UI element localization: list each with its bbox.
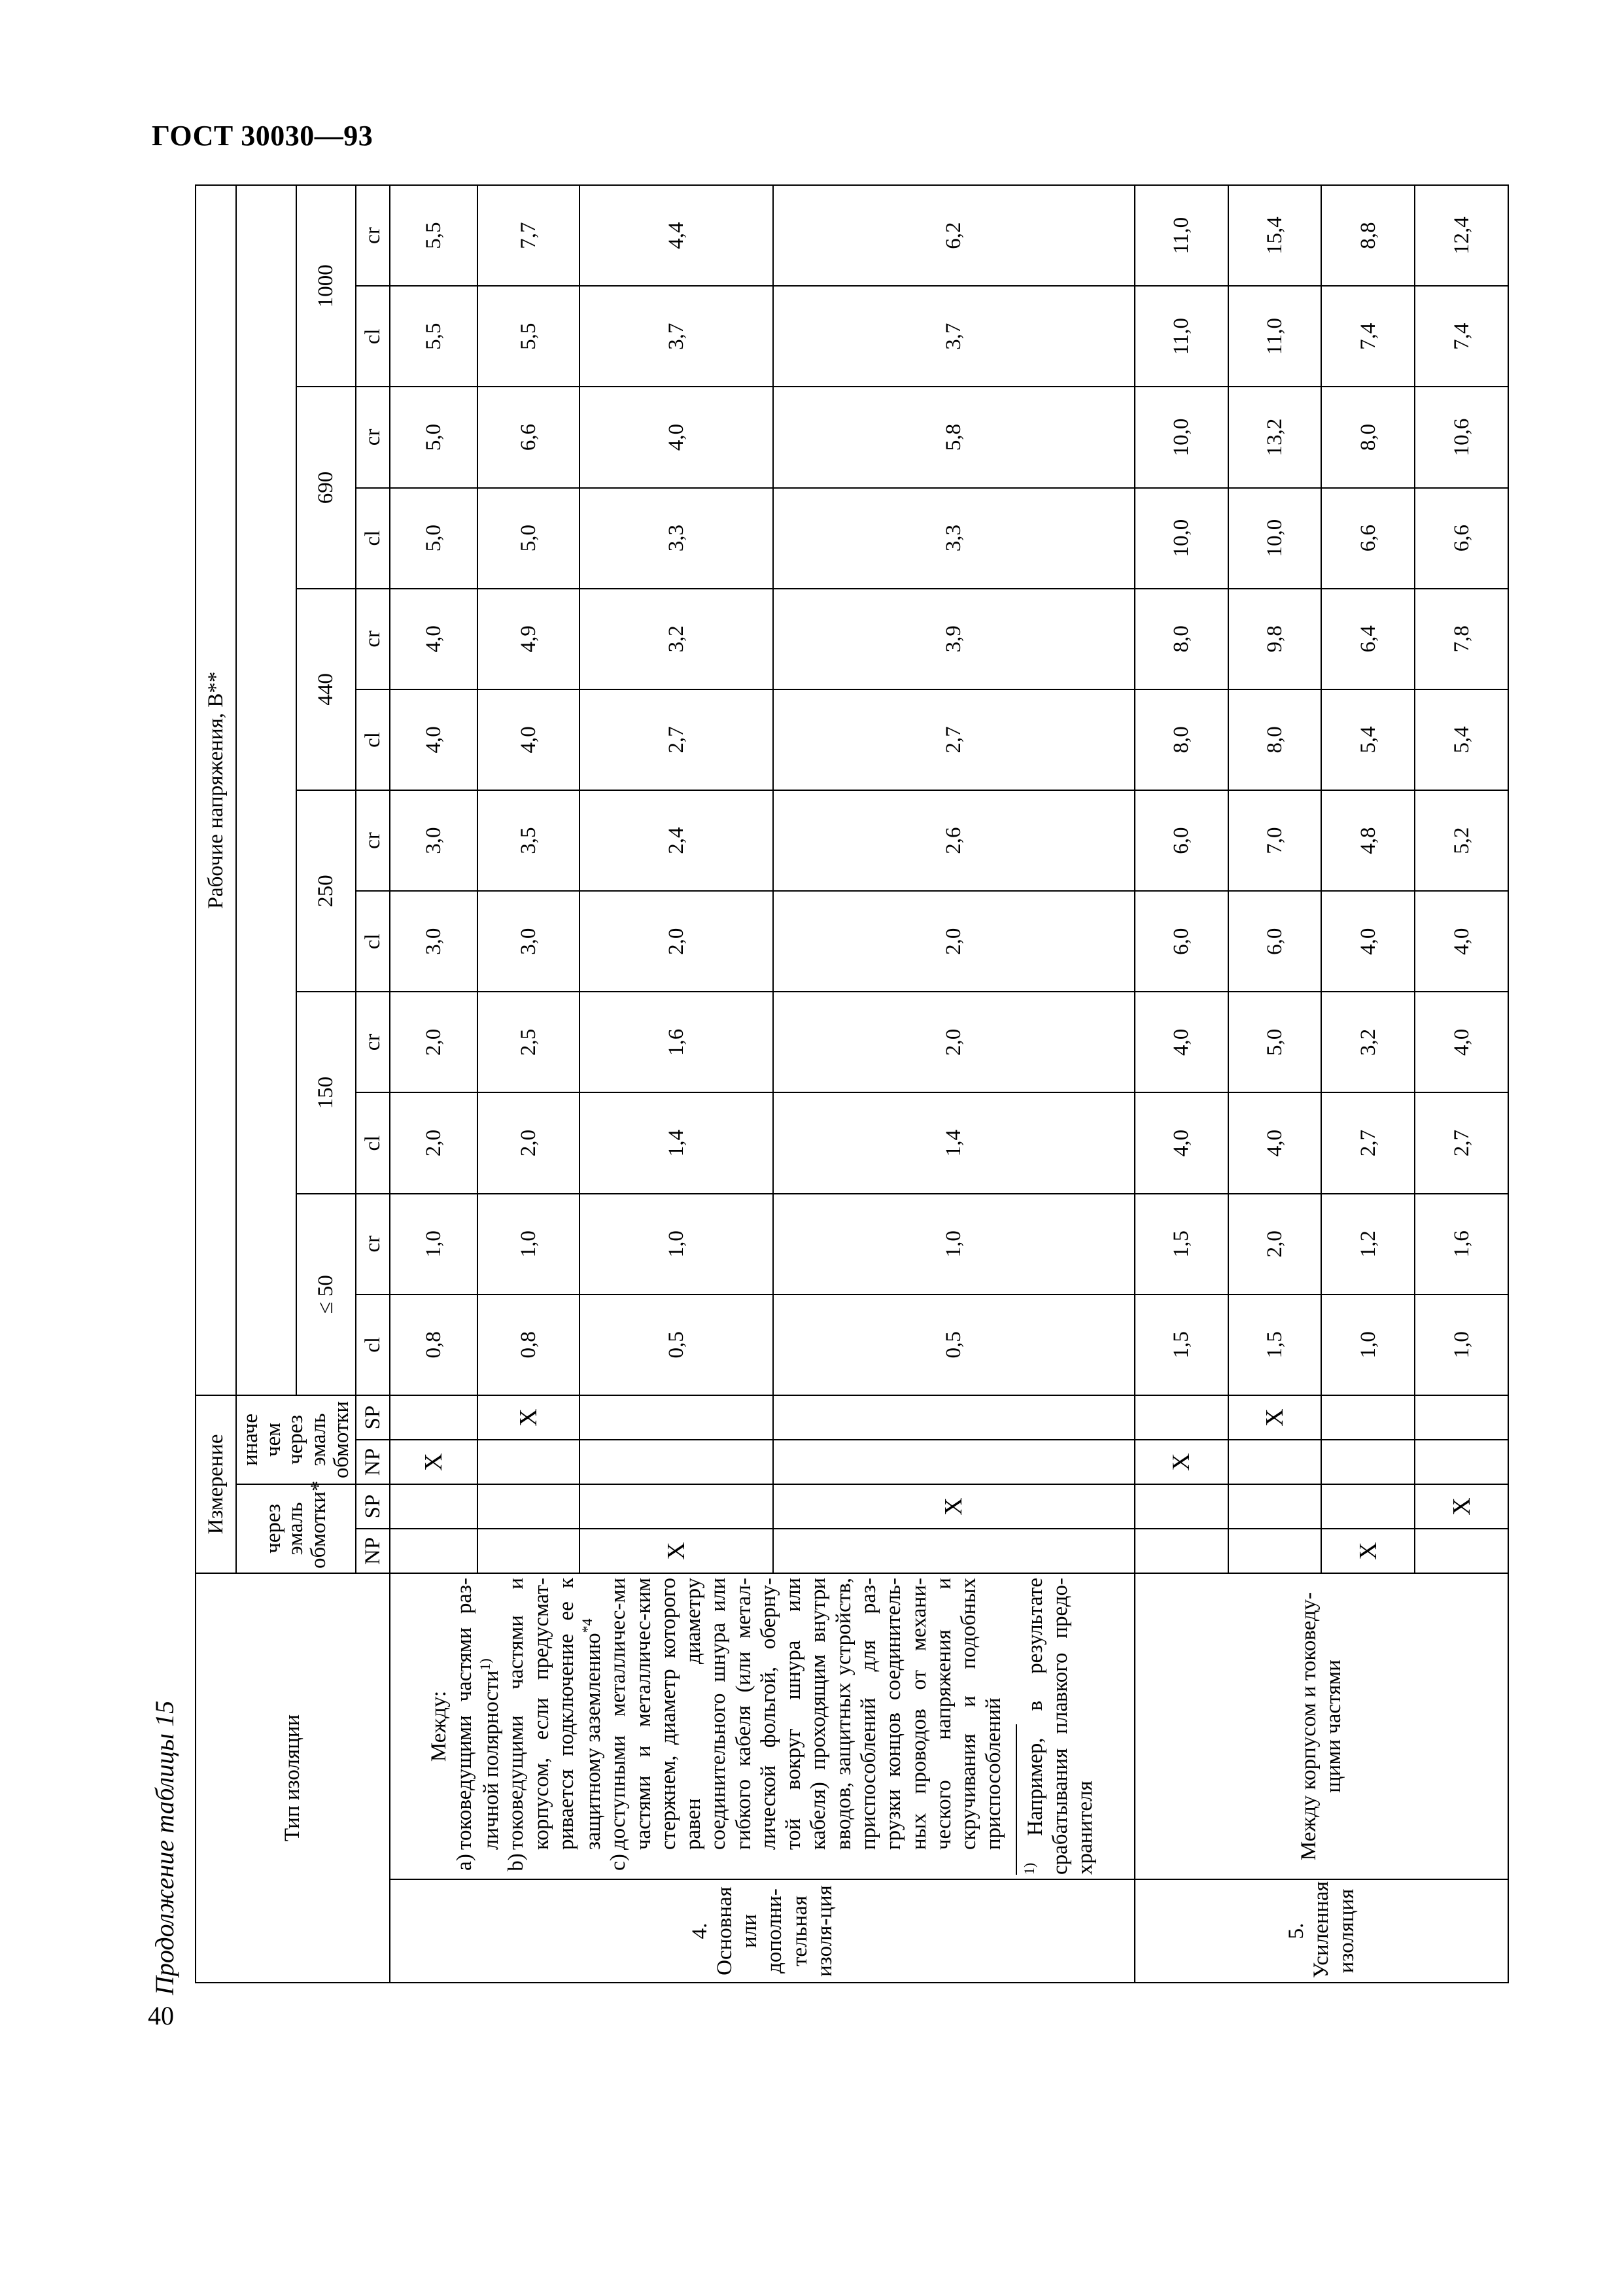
clearance-value-cell: 5,4 [1321, 689, 1415, 790]
measurement-mark-cell: X [1321, 1529, 1415, 1573]
clearance-value-cell: 4,4 [579, 185, 773, 286]
clearance-value-cell: 13,2 [1228, 387, 1322, 487]
measurement-mark-cell [1228, 1484, 1322, 1529]
clearance-value-cell: 3,3 [773, 488, 1135, 589]
clearance-value-cell: 0,5 [773, 1295, 1135, 1395]
item-superscript: *4 [579, 1618, 596, 1633]
clearance-value-cell: 4,0 [1415, 992, 1508, 1092]
measurement-mark-cell: X [773, 1484, 1135, 1529]
description-item-b [504, 1578, 606, 1875]
item-text-body: токоведущими частями раз-личной полярности [452, 1577, 504, 1850]
clearance-value-cell: 1,4 [773, 1092, 1135, 1193]
header-np: NP [356, 1529, 390, 1573]
clearance-value-cell: 3,2 [1321, 992, 1415, 1092]
clearance-value-cell: 4,0 [1415, 891, 1508, 992]
clearance-value-cell: 6,6 [1415, 488, 1508, 589]
clearance-value-cell: 3,3 [579, 488, 773, 589]
header-cl: cl [356, 488, 390, 589]
clearance-value-cell: 1,0 [477, 1194, 579, 1295]
measurement-mark-cell [1228, 1529, 1322, 1573]
measurement-mark-cell: X [1415, 1484, 1508, 1529]
table-continuation-caption: Продолжение таблицы 15 [150, 1700, 179, 1995]
measurement-mark-cell [1321, 1440, 1415, 1484]
clearance-value-cell: 1,2 [1321, 1194, 1415, 1295]
clearance-value-cell: 6,4 [1321, 589, 1415, 689]
description-item-c [606, 1578, 1006, 1875]
measurement-mark-cell [477, 1440, 579, 1484]
measurement-mark-cell [1135, 1484, 1228, 1529]
clearance-value-cell: 2,0 [1228, 1194, 1322, 1295]
clearance-value-cell: 2,0 [390, 992, 477, 1092]
footnote [1021, 1578, 1098, 1875]
clearance-value-cell: 11,0 [1135, 185, 1228, 286]
clearance-value-cell: 11,0 [1228, 286, 1322, 387]
header-cr: cr [356, 1194, 390, 1295]
clearance-value-cell: 3,0 [477, 891, 579, 992]
measurement-mark-cell [773, 1395, 1135, 1440]
header-cl: cl [356, 891, 390, 992]
clearance-value-cell: 4,9 [477, 589, 579, 689]
clearance-value-cell: 2,0 [773, 891, 1135, 992]
header-voltage-1000: 1000 [296, 185, 356, 387]
table-body [390, 185, 1508, 1983]
page-number: 40 [148, 2001, 174, 2030]
item-letter: b) [504, 1853, 528, 1871]
header-cr: cr [356, 790, 390, 891]
clearance-value-cell: 3,7 [773, 286, 1135, 387]
measurement-mark-cell: X [477, 1395, 579, 1440]
clearance-value-cell: 7,4 [1415, 286, 1508, 387]
clearance-value-cell: 15,4 [1228, 185, 1322, 286]
clearance-value-cell: 6,6 [477, 387, 579, 487]
measurement-mark-cell [1135, 1395, 1228, 1440]
clearance-value-cell: 4,0 [390, 589, 477, 689]
header-cl: cl [356, 1295, 390, 1395]
clearance-value-cell: 2,0 [477, 1092, 579, 1193]
clearance-value-cell: 2,0 [773, 992, 1135, 1092]
clearance-value-cell: 2,7 [1321, 1092, 1415, 1193]
insulation-kind-reinforced: 5. Усиленная изоляция [1135, 1879, 1509, 1983]
header-voltage-150: 150 [296, 992, 356, 1193]
header-other-than-enamel: иначе чем через эмаль обмотки [236, 1395, 356, 1484]
clearance-value-cell: 3,5 [477, 790, 579, 891]
measurement-mark-cell: X [390, 1440, 477, 1484]
clearance-value-cell: 4,0 [1135, 992, 1228, 1092]
clearance-value-cell: 7,4 [1321, 286, 1415, 387]
measurement-mark-cell [477, 1529, 579, 1573]
clearance-value-cell: 5,0 [477, 488, 579, 589]
header-voltage-50: ≤ 50 [296, 1194, 356, 1395]
clearance-value-cell: 7,7 [477, 185, 579, 286]
clearance-value-cell: 0,8 [477, 1295, 579, 1395]
insulation-kind-basic: 4. Основная или дополни-тельная изоля-ция [390, 1879, 1134, 1983]
clearance-value-cell: 10,0 [1228, 488, 1322, 589]
footnote-mark: 1) [1020, 1862, 1037, 1875]
header-voltage-250: 250 [296, 790, 356, 992]
clearance-value-cell: 1,4 [579, 1092, 773, 1193]
footnote-text: Например, в результате срабатывания плавкого предо-хранителя [1023, 1577, 1097, 1875]
clearance-value-cell: 6,2 [773, 185, 1135, 286]
measurement-mark-cell [390, 1395, 477, 1440]
clearance-value-cell: 2,7 [579, 689, 773, 790]
clearance-value-cell: 7,0 [1228, 790, 1322, 891]
header-cl: cl [356, 689, 390, 790]
header-sp: SP [356, 1484, 390, 1529]
measurement-mark-cell [579, 1395, 773, 1440]
insulation-description-basic [390, 1573, 1134, 1879]
clearance-value-cell: 6,6 [1321, 488, 1415, 589]
clearance-value-cell: 1,6 [579, 992, 773, 1092]
table-row [390, 185, 477, 1983]
measurement-mark-cell [390, 1484, 477, 1529]
clearance-value-cell: 4,0 [1228, 1092, 1322, 1193]
header-voltage-440: 440 [296, 589, 356, 790]
item-text-body: токоведущими частями и корпусом, если предусмат-ривается подключение ее к защитному заземлению [504, 1577, 606, 1850]
rotated-table-frame [195, 184, 1476, 1983]
clearance-value-cell: 3,0 [390, 891, 477, 992]
clearance-value-cell: 12,4 [1415, 185, 1508, 286]
measurement-mark-cell [390, 1529, 477, 1573]
item-letter: a) [452, 1854, 476, 1871]
clearance-value-cell: 4,0 [477, 689, 579, 790]
header-np: NP [356, 1440, 390, 1484]
measurement-mark-cell [1415, 1395, 1508, 1440]
clearance-value-cell: 10,0 [1135, 387, 1228, 487]
description-intro: Между: [427, 1690, 451, 1762]
clearance-value-cell: 1,0 [1321, 1295, 1415, 1395]
clearance-value-cell: 1,0 [579, 1194, 773, 1295]
clearance-value-cell: 1,5 [1135, 1194, 1228, 1295]
measurement-mark-cell [477, 1484, 579, 1529]
clearance-value-cell: 4,8 [1321, 790, 1415, 891]
clearance-value-cell: 7,8 [1415, 589, 1508, 689]
header-cr: cr [356, 992, 390, 1092]
clearance-value-cell: 2,4 [579, 790, 773, 891]
clearance-value-cell: 2,5 [477, 992, 579, 1092]
clearance-value-cell: 3,9 [773, 589, 1135, 689]
header-cl: cl [356, 286, 390, 387]
clearance-value-cell: 4,0 [1321, 891, 1415, 992]
item-text [452, 1578, 504, 1850]
clearance-value-cell: 3,0 [390, 790, 477, 891]
measurement-mark-cell [773, 1529, 1135, 1573]
item-letter: c) [606, 1854, 631, 1871]
clearance-value-cell: 6,0 [1228, 891, 1322, 992]
clearance-value-cell: 5,5 [390, 286, 477, 387]
clearance-value-cell: 5,0 [390, 488, 477, 589]
measurement-mark-cell [1135, 1529, 1228, 1573]
clearance-value-cell: 1,5 [1135, 1295, 1228, 1395]
clearance-value-cell: 8,0 [1228, 689, 1322, 790]
measurement-mark-cell [1321, 1484, 1415, 1529]
clearance-value-cell: 6,0 [1135, 790, 1228, 891]
clearance-value-cell: 2,0 [579, 891, 773, 992]
measurement-mark-cell [1415, 1529, 1508, 1573]
clearance-value-cell: 1,5 [1228, 1295, 1322, 1395]
measurement-mark-cell [579, 1440, 773, 1484]
clearance-value-cell: 10,6 [1415, 387, 1508, 487]
clearance-value-cell: 1,0 [390, 1194, 477, 1295]
header-cl: cl [356, 1092, 390, 1193]
clearance-value-cell: 8,0 [1135, 589, 1228, 689]
header-voltages-spacer [236, 185, 296, 1395]
measurement-mark-cell: X [1135, 1440, 1228, 1484]
clearance-value-cell: 5,0 [1228, 992, 1322, 1092]
measurement-mark-cell [773, 1440, 1135, 1484]
header-cr: cr [356, 589, 390, 689]
table-row [1135, 185, 1228, 1983]
header-cr: cr [356, 185, 390, 286]
clearance-value-cell: 10,0 [1135, 488, 1228, 589]
item-text: доступными металличес-ми частями и металличес-ким стержнем, диаметр которого равен диаметру соединительного шнура или гибкого кабеля (или метал-лической фольгой, оберну-той вокруг шнура или кабеля) проходящим внутри вводов, защитных устройств, приспособлений для раз-грузки концов соединитель-ных проводов от механи-ческого напряжения и скручивания и подобных приспособлений [606, 1577, 1006, 1850]
header-measurement: Измерение [196, 1395, 236, 1573]
clearance-value-cell: 8,0 [1321, 387, 1415, 487]
insulation-table [195, 184, 1509, 1983]
clearance-value-cell: 3,2 [579, 589, 773, 689]
clearance-value-cell: 4,0 [579, 387, 773, 487]
clearance-value-cell: 6,0 [1135, 891, 1228, 992]
measurement-mark-cell: X [1228, 1395, 1322, 1440]
clearance-value-cell: 1,0 [773, 1194, 1135, 1295]
clearance-value-cell: 5,0 [390, 387, 477, 487]
clearance-value-cell: 5,5 [390, 185, 477, 286]
clearance-value-cell: 11,0 [1135, 286, 1228, 387]
footnote-rule [1016, 1724, 1017, 1875]
header-insulation-type: Тип изоляции [196, 1573, 390, 1983]
header-voltage-690: 690 [296, 387, 356, 588]
header-cr: cr [356, 387, 390, 487]
clearance-value-cell: 2,7 [1415, 1092, 1508, 1193]
clearance-value-cell: 3,7 [579, 286, 773, 387]
clearance-value-cell: 2,0 [390, 1092, 477, 1193]
clearance-value-cell: 4,0 [390, 689, 477, 790]
measurement-mark-cell [1321, 1395, 1415, 1440]
clearance-value-cell: 5,8 [773, 387, 1135, 487]
measurement-mark-cell [579, 1484, 773, 1529]
clearance-value-cell: 8,8 [1321, 185, 1415, 286]
clearance-value-cell: 2,6 [773, 790, 1135, 891]
item-text [504, 1578, 606, 1850]
header-sp: SP [356, 1395, 390, 1440]
clearance-value-cell: 4,0 [1135, 1092, 1228, 1193]
document-title: ГОСТ 30030—93 [152, 120, 373, 152]
description-item-a [452, 1578, 504, 1875]
clearance-value-cell: 2,7 [773, 689, 1135, 790]
clearance-value-cell: 0,5 [579, 1295, 773, 1395]
measurement-mark-cell [1228, 1440, 1322, 1484]
clearance-value-cell: 0,8 [390, 1295, 477, 1395]
header-through-enamel: через эмаль обмотки* [236, 1484, 356, 1573]
measurement-mark-cell: X [579, 1529, 773, 1573]
clearance-value-cell: 1,0 [1415, 1295, 1508, 1395]
item-superscript: 1) [477, 1658, 494, 1671]
clearance-value-cell: 8,0 [1135, 689, 1228, 790]
clearance-value-cell: 5,5 [477, 286, 579, 387]
header-voltages: Рабочие напряжения, В** [196, 185, 236, 1395]
clearance-value-cell: 5,2 [1415, 790, 1508, 891]
clearance-value-cell: 5,4 [1415, 689, 1508, 790]
clearance-value-cell: 1,6 [1415, 1194, 1508, 1295]
clearance-value-cell: 9,8 [1228, 589, 1322, 689]
measurement-mark-cell [1415, 1440, 1508, 1484]
insulation-description-reinforced: Между корпусом и токоведу-щими частями [1135, 1573, 1509, 1879]
